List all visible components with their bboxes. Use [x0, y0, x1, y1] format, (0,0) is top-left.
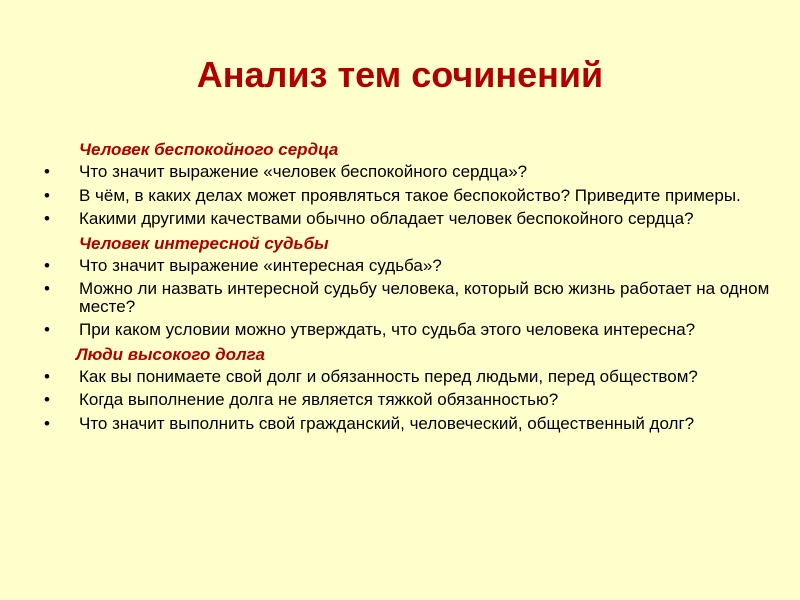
section-interesting-fate — [40, 234, 770, 339]
slide-title: Анализ тем сочинений — [196, 54, 604, 95]
bullet-icon: • — [44, 279, 50, 298]
section-heading: Люди высокого долга — [76, 344, 265, 364]
question-text: Что значит выражение «интересная судьба»? — [79, 255, 442, 275]
bullet-icon: • — [44, 162, 50, 181]
bullet-icon: • — [44, 255, 50, 275]
bullet-icon: • — [44, 390, 50, 409]
bullet-icon: • — [44, 366, 50, 386]
slide-content — [40, 140, 770, 438]
list-item — [40, 163, 770, 181]
question-text: Какими другими качествами обычно обладает человек беспокойного сердца? — [79, 209, 694, 228]
list-item — [40, 280, 770, 315]
question-text: При каком условии можно утверждать, что судьба этого человека интересна? — [79, 320, 696, 339]
question-list — [40, 163, 770, 228]
question-text: Что значит выполнить свой гражданский, человеческий, общественный долг? — [79, 413, 695, 433]
question-text: В чём, в каких делах может проявляться такое беспокойство? Приведите примеры. — [79, 185, 741, 205]
question-text: Когда выполнение долга не является тяжкой обязанностью? — [79, 390, 559, 409]
list-item — [40, 210, 770, 228]
list-item — [40, 415, 770, 433]
bullet-icon: • — [44, 320, 50, 339]
bullet-icon: • — [44, 185, 50, 205]
section-heading: Человек интересной судьбы — [79, 233, 329, 253]
question-list — [40, 368, 770, 433]
list-item — [40, 187, 770, 205]
bullet-icon: • — [44, 209, 50, 228]
question-text: Как вы понимаете свой долг и обязанность перед людьми, перед обществом? — [79, 366, 698, 386]
list-item — [40, 391, 770, 409]
question-text: Можно ли назвать интересной судьбу человека, который всю жизнь работает на одном месте? — [79, 279, 770, 316]
section-heading: Человек беспокойного сердца — [79, 140, 339, 159]
list-item — [40, 321, 770, 339]
section-high-duty — [40, 345, 770, 433]
bullet-icon: • — [44, 413, 50, 433]
list-item — [40, 257, 770, 275]
list-item — [40, 368, 770, 386]
question-text: Что значит выражение «человек беспокойного сердца»? — [79, 162, 528, 181]
section-restless-heart — [40, 140, 770, 228]
question-list — [40, 257, 770, 339]
